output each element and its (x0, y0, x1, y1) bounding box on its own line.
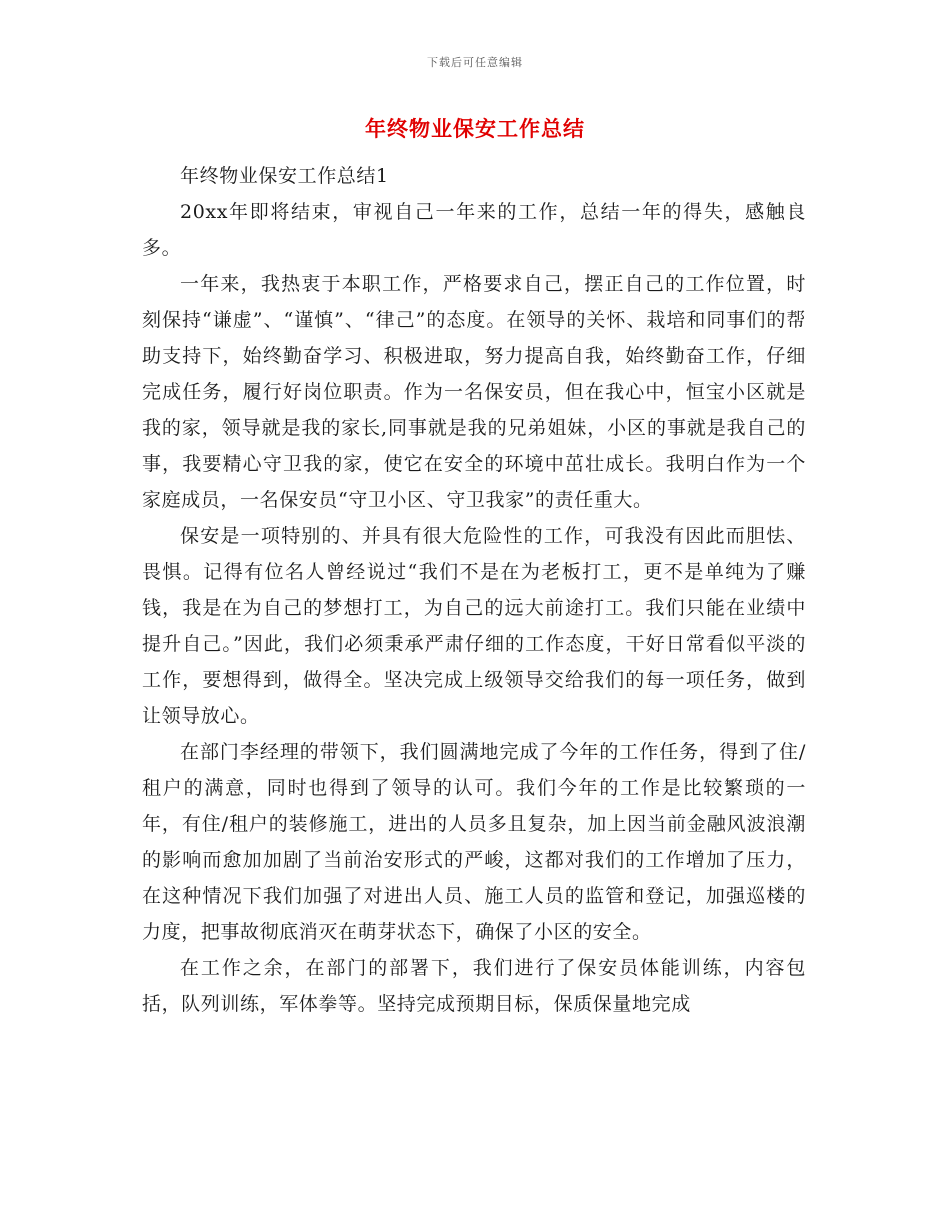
header-note: 下载后可任意编辑 (427, 56, 523, 69)
document-body (142, 158, 806, 1022)
paragraph: 一年来，我热衷于本职工作，严格要求自己，摆正自己的工作位置，时刻保持“谦虚”、“谨慎”、“律己”的态度。在领导的关怀、栽培和同事们的帮助支持下，始终勤奋学习、积极进取，努力提高自我，始终勤奋工作，仔细完成任务，履行好岗位职责。作为一名保安员，但在我心中，恒宝小区就是我的家，领导就是我的家长,同事就是我的兄弟姐妹，小区的事就是我自己的事，我要精心守卫我的家，使它在安全的环境中茁壮成长。我明白作为一个家庭成员，一名保安员“守卫小区、守卫我家”的责任重大。 (142, 273, 806, 511)
paragraph: 在部门李经理的带领下，我们圆满地完成了今年的工作任务，得到了住/租户的满意，同时也得到了领导的认可。我们今年的工作是比较繁琐的一年，有住/租户的装修施工，进出的人员多且复杂，加上因当前金融风波浪潮的影响而愈加加剧了当前治安形式的严峻，这都对我们的工作增加了压力，在这种情况下我们加强了对进出人员、施工人员的监管和登记，加强巡楼的力度，把事故彻底消灭在萌芽状态下，确保了小区的安全。 (142, 741, 806, 943)
document-title: 年终物业保安工作总结 (365, 117, 585, 141)
paragraph-subtitle: 年终物业保安工作总结1 (180, 165, 389, 187)
paragraph: 20xx年即将结束，审视自己一年来的工作，总结一年的得失，感触良多。 (142, 201, 806, 259)
paragraph: 在工作之余，在部门的部署下，我们进行了保安员体能训练，内容包括，队列训练，军体拳等。坚持完成预期目标，保质保量地完成 (142, 957, 806, 1015)
paragraph: 保安是一项特别的、并具有很大危险性的工作，可我没有因此而胆怯、畏惧。记得有位名人曾经说过“我们不是在为老板打工，更不是单纯为了赚钱，我是在为自己的梦想打工，为自己的远大前途打工。我们只能在业绩中提升自己。”因此，我们必须秉承严肃仔细的工作态度，干好日常看似平淡的工作，要想得到，做得全。坚决完成上级领导交给我们的每一项任务，做到让领导放心。 (142, 525, 806, 727)
